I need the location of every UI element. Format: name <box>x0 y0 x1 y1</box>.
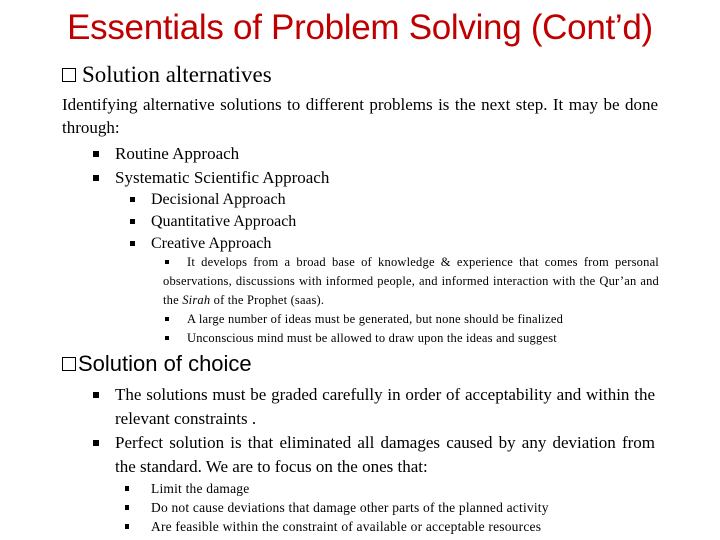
list-item: Limit the damage <box>151 479 549 498</box>
approach-list <box>115 142 329 190</box>
section-heading-solution-of-choice <box>62 351 252 377</box>
focus-items-list <box>151 479 549 536</box>
section-heading-text: Solution of choice <box>78 351 252 376</box>
list-item: Systematic Scientific Approach <box>115 166 329 190</box>
note-text: It develops from a broad base of knowledge & experience that comes from personal observations, discussions with informed people, and informed interaction with the Qur’an and the <box>163 255 659 307</box>
intro-paragraph: Identifying alternative solutions to different problems is the next step. It may be done through: <box>62 95 658 137</box>
list-item: Decisional Approach <box>151 189 296 211</box>
list-item <box>163 329 659 348</box>
note-emphasis: Sirah <box>182 293 211 307</box>
note-text: Unconscious mind must be allowed to draw upon the ideas and suggest <box>187 331 557 345</box>
checkbox-bullet-icon <box>62 68 76 82</box>
sub-approach-list <box>151 189 296 255</box>
list-item: Do not cause deviations that damage other parts of the planned activity <box>151 500 549 515</box>
list-item: Are feasible within the constraint of available or acceptable resources <box>151 517 549 536</box>
section-heading-solution-alternatives <box>62 62 272 88</box>
section-heading-text: Solution alternatives <box>82 62 272 87</box>
list-item <box>163 310 659 329</box>
note-text: of the Prophet (saas). <box>210 293 325 307</box>
list-item <box>163 253 659 310</box>
choice-points-list <box>115 383 655 479</box>
list-item: Perfect solution is that eliminated all damages caused by any deviation from the standard. We are to focus on the ones that: <box>115 431 655 479</box>
list-item: Routine Approach <box>115 142 329 166</box>
list-item: The solutions must be graded carefully in order of acceptability and within the relevant constraints . <box>115 383 655 431</box>
list-item: Quantitative Approach <box>151 211 296 233</box>
note-text: A large number of ideas must be generated, but none should be finalized <box>187 312 564 326</box>
creative-notes-list <box>163 253 659 348</box>
list-item: Creative Approach <box>151 233 296 255</box>
slide-title: Essentials of Problem Solving (Cont’d) <box>67 8 653 47</box>
checkbox-bullet-icon <box>62 357 76 371</box>
